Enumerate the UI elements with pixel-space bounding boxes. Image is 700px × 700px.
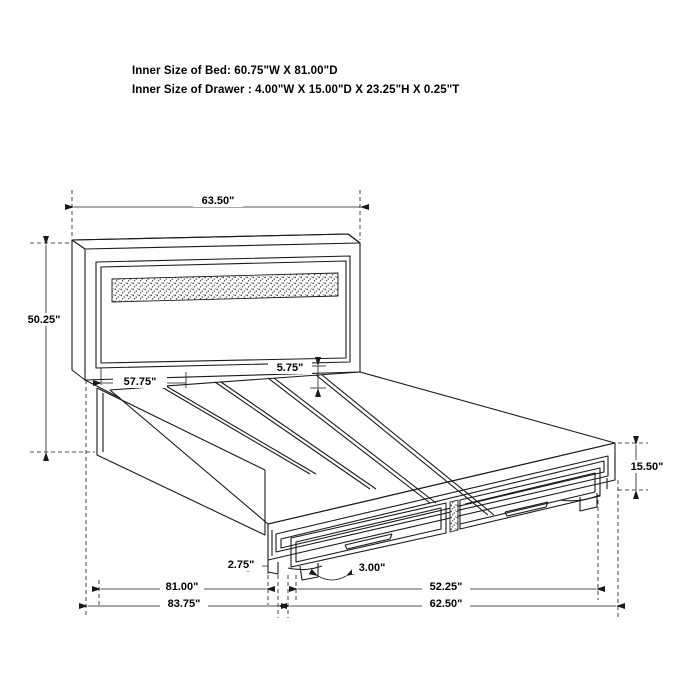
inner-size-drawer-text: Inner Size of Drawer : 4.00"W X 15.00"D X 23.25"H X 0.25"T — [132, 84, 460, 96]
dim-side-length-inner: 81.00" — [165, 581, 199, 593]
dim-rail-height: 5.75" — [276, 362, 304, 374]
dim-footboard-height: 15.50" — [630, 461, 664, 473]
bed-outline — [72, 234, 615, 580]
dim-leg-height: 3.00" — [358, 562, 386, 574]
dim-drawer-base: 2.75" — [227, 559, 255, 571]
dim-overall-height: 50.25" — [27, 314, 61, 326]
dimension-lines — [27, 190, 648, 618]
inner-size-bed-text: Inner Size of Bed: 60.75"W X 81.00"D — [132, 65, 338, 77]
dim-headboard-panel-width: 57.75" — [123, 376, 157, 388]
dim-side-length-outer: 83.75" — [167, 598, 201, 610]
dim-foot-width-outer: 62.50" — [429, 598, 463, 610]
dim-headboard-width: 63.50" — [201, 195, 235, 207]
dim-foot-width-inner: 52.25" — [429, 581, 463, 593]
